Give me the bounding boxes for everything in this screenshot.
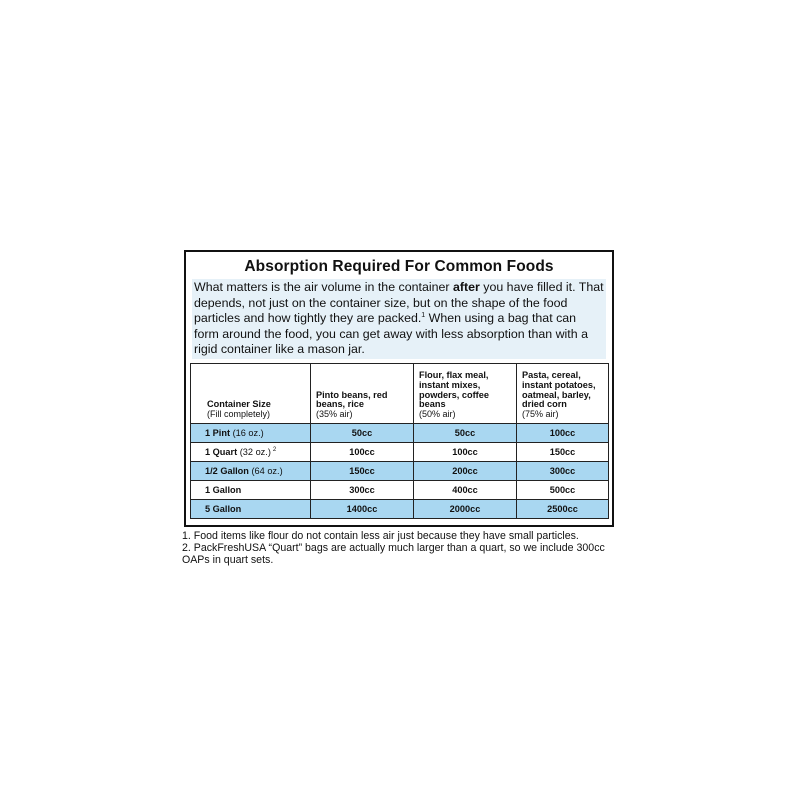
cell-beans: 100cc [311,443,414,462]
header-sub: (35% air) [316,409,353,420]
absorption-card [184,250,614,527]
header-label: Pinto beans, red beans, rice [316,389,388,410]
footnote-mark-1: 1 [421,311,426,319]
header-beans [311,364,414,424]
row-container-size [191,443,311,462]
table-row [191,500,609,519]
cell-flour: 200cc [414,462,517,481]
header-row [191,364,609,424]
footnote-1: 1. Food items like flour do not contain less air just because they have small particles. [182,530,579,542]
row-paren: (32 oz.) [239,447,271,457]
row-container-size [191,424,311,443]
intro-text-2: you have filled it. That depends, not just on the container size, but on the shape of the food particles and how tightly they are packed. [194,280,604,325]
header-pasta [517,364,609,424]
header-sub: (50% air) [419,409,456,420]
card-title: Absorption Required For Common Foods [244,258,554,275]
cell-beans: 150cc [311,462,414,481]
cell-flour: 400cc [414,481,517,500]
cell-beans: 300cc [311,481,414,500]
row-paren: (64 oz.) [251,466,283,476]
footnote-mark-2: 2 [272,446,277,453]
row-container-size [191,500,311,519]
table-row [191,424,609,443]
row-name: 1 Pint [205,428,231,438]
cell-flour: 100cc [414,443,517,462]
cell-flour: 2000cc [414,500,517,519]
header-sub: (Fill completely) [207,409,271,420]
cell-pasta: 100cc [517,424,609,443]
absorption-table [190,363,609,519]
intro-text-3: When using a bag that can form around the food, you can get away with less absorption than with a rigid container like a mason jar. [194,311,588,356]
intro-bold-word: after [452,280,480,294]
row-name: 1/2 Gallon [205,466,249,476]
row-name: 1 Quart [205,447,238,457]
header-container-size [191,364,311,424]
cell-beans: 50cc [311,424,414,443]
intro-paragraph [192,279,606,359]
cell-pasta: 150cc [517,443,609,462]
intro-text-1: What matters is the air volume in the container [194,280,453,294]
header-label: Pasta, cereal, instant potatoes, oatmeal, barley, dried corn [522,370,596,410]
row-name: 1 Gallon [205,485,242,495]
footnotes [182,530,622,567]
header-sub: (75% air) [522,409,559,420]
cell-flour: 50cc [414,424,517,443]
row-container-size [191,462,311,481]
row-container-size [191,481,311,500]
cell-pasta: 300cc [517,462,609,481]
row-paren: (16 oz.) [232,428,264,438]
table-row [191,462,609,481]
footnote-2: 2. PackFreshUSA “Quart” bags are actually much larger than a quart, so we include 300cc OAPs in quart sets. [182,542,605,567]
cell-beans: 1400cc [311,500,414,519]
header-flour [414,364,517,424]
row-name: 5 Gallon [205,504,242,514]
cell-pasta: 500cc [517,481,609,500]
header-label: Container Size [207,399,271,410]
cell-pasta: 2500cc [517,500,609,519]
table-row [191,481,609,500]
header-label: Flour, flax meal, instant mixes, powders, coffee beans [419,370,489,410]
table-row [191,443,609,462]
